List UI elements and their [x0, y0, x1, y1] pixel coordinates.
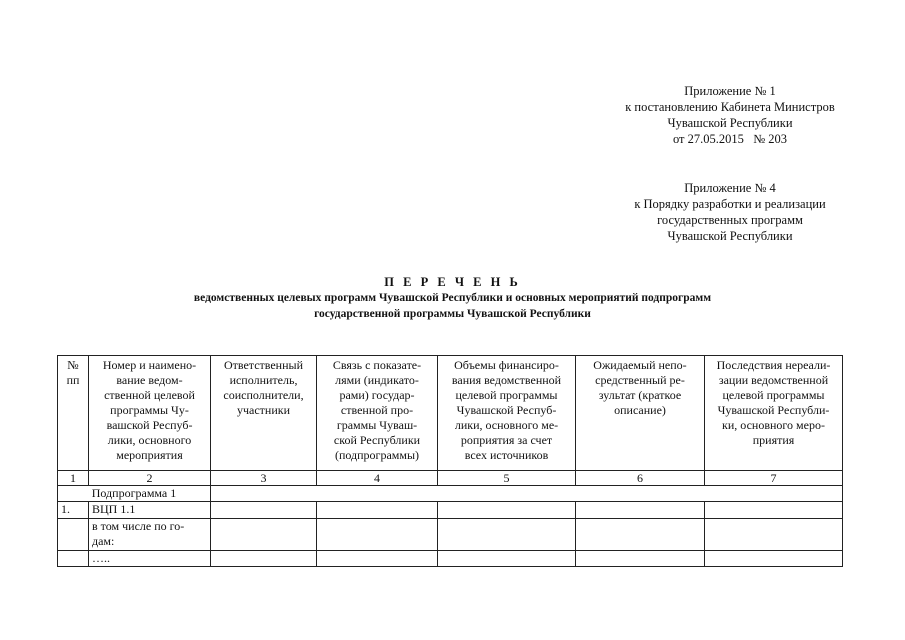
header-cell-responsible — [211, 356, 317, 471]
header-text: Номер и наимено- — [102, 358, 197, 372]
header-text: роприятия за счет — [460, 433, 553, 447]
header-text: граммы Чуваш- — [336, 418, 418, 432]
document-subtitle-line-2: государственной программы Чувашской Республики — [314, 308, 591, 320]
header-text: Ожидаемый непо- — [593, 358, 687, 372]
header-text: описание) — [614, 403, 666, 417]
header-text: вание ведом- — [116, 373, 183, 387]
column-number: 2 — [89, 471, 211, 486]
row-ellipsis: ….. — [89, 551, 211, 567]
header-cell-expected-result — [576, 356, 705, 471]
empty-cell — [576, 519, 705, 551]
header-text: зультат (краткое — [598, 388, 682, 402]
empty-cell — [317, 519, 438, 551]
empty-cell — [438, 502, 576, 519]
appendix-1-line-2: к постановлению Кабинета Министров — [625, 100, 835, 114]
column-number: 5 — [438, 471, 576, 486]
header-text: вания ведомственной — [451, 373, 562, 387]
empty-cell — [438, 551, 576, 567]
header-text: лями (индикато- — [335, 373, 419, 387]
header-cell-financing — [438, 356, 576, 471]
empty-cell — [705, 551, 843, 567]
header-text: лики, основного ме- — [454, 418, 559, 432]
header-text: целевой программы — [455, 388, 558, 402]
empty-cell — [317, 502, 438, 519]
header-text: рами) государ- — [339, 388, 415, 402]
header-cell-consequences — [705, 356, 843, 471]
column-number: 1 — [58, 471, 89, 486]
header-text: пп — [66, 373, 80, 387]
header-text: ственной целевой — [104, 388, 195, 402]
header-text: ской Республики — [333, 433, 421, 447]
programs-table — [57, 355, 843, 567]
column-number: 4 — [317, 471, 438, 486]
row-text: дам: — [92, 534, 115, 548]
appendix-1-line-4: от 27.05.2015 № 203 — [672, 132, 788, 146]
row-number: 1. — [58, 502, 89, 519]
header-text: Связь с показате- — [332, 358, 422, 372]
header-text: средственный ре- — [595, 373, 685, 387]
header-text: ки, основного меро- — [722, 418, 825, 432]
empty-cell — [576, 551, 705, 567]
empty-cell — [58, 519, 89, 551]
appendix-4-line-4: Чувашской Республики — [667, 229, 793, 243]
empty-cell — [211, 502, 317, 519]
row-by-years-label — [89, 519, 211, 551]
document-title: П Е Р Е Ч Е Н Ь — [384, 275, 521, 289]
subprogram-empty-cell — [211, 486, 843, 502]
table-row — [58, 519, 843, 551]
header-text: № — [67, 358, 79, 372]
appendix-4-line-1: Приложение № 4 — [684, 181, 776, 195]
header-text: (подпрограммы) — [334, 448, 420, 462]
document-subtitle-line-1: ведомственных целевых программ Чувашской Республики и основных мероприятий подпрограмм — [193, 292, 712, 304]
header-text: целевой программы — [722, 388, 825, 402]
empty-cell — [705, 519, 843, 551]
header-text: Чувашской Респуб- — [456, 403, 557, 417]
table-row — [58, 502, 843, 519]
empty-cell — [58, 551, 89, 567]
empty-cell — [317, 551, 438, 567]
column-number: 3 — [211, 471, 317, 486]
appendix-4-block — [600, 180, 860, 244]
header-text: Ответственный — [223, 358, 304, 372]
row-program-name: ВЦП 1.1 — [89, 502, 211, 519]
empty-cell — [211, 551, 317, 567]
column-number: 6 — [576, 471, 705, 486]
header-text: Объемы финансиро- — [454, 358, 559, 372]
empty-cell — [211, 519, 317, 551]
header-text: участники — [236, 403, 291, 417]
header-text: зации ведомственной — [718, 373, 829, 387]
subprogram-label: Подпрограмма 1 — [58, 486, 211, 502]
header-text: лики, основного — [107, 433, 192, 447]
header-cell-indicators — [317, 356, 438, 471]
table-row — [58, 551, 843, 567]
header-text: вашской Респуб- — [106, 418, 193, 432]
appendix-1-line-1: Приложение № 1 — [684, 84, 776, 98]
appendix-4-line-3: государственных программ — [657, 213, 803, 227]
empty-cell — [438, 519, 576, 551]
column-number-row — [58, 471, 843, 486]
subprogram-row — [58, 486, 843, 502]
empty-cell — [705, 502, 843, 519]
appendix-4-line-2: к Порядку разработки и реализации — [634, 197, 826, 211]
header-text: всех источников — [464, 448, 549, 462]
header-text: Последствия нереали- — [716, 358, 831, 372]
header-text: соисполнители, — [223, 388, 304, 402]
header-text: ственной про- — [340, 403, 414, 417]
column-number: 7 — [705, 471, 843, 486]
appendix-1-block — [600, 83, 860, 147]
header-text: приятия — [752, 433, 795, 447]
row-text: в том числе по го- — [92, 519, 185, 533]
header-cell-number — [58, 356, 89, 471]
header-cell-program-name — [89, 356, 211, 471]
header-text: мероприятия — [116, 448, 183, 462]
header-text: исполнитель, — [229, 373, 298, 387]
header-text: программы Чу- — [110, 403, 189, 417]
empty-cell — [576, 502, 705, 519]
appendix-1-line-3: Чувашской Республики — [667, 116, 793, 130]
table-header-row — [58, 356, 843, 471]
header-text: Чувашской Республи- — [717, 403, 830, 417]
